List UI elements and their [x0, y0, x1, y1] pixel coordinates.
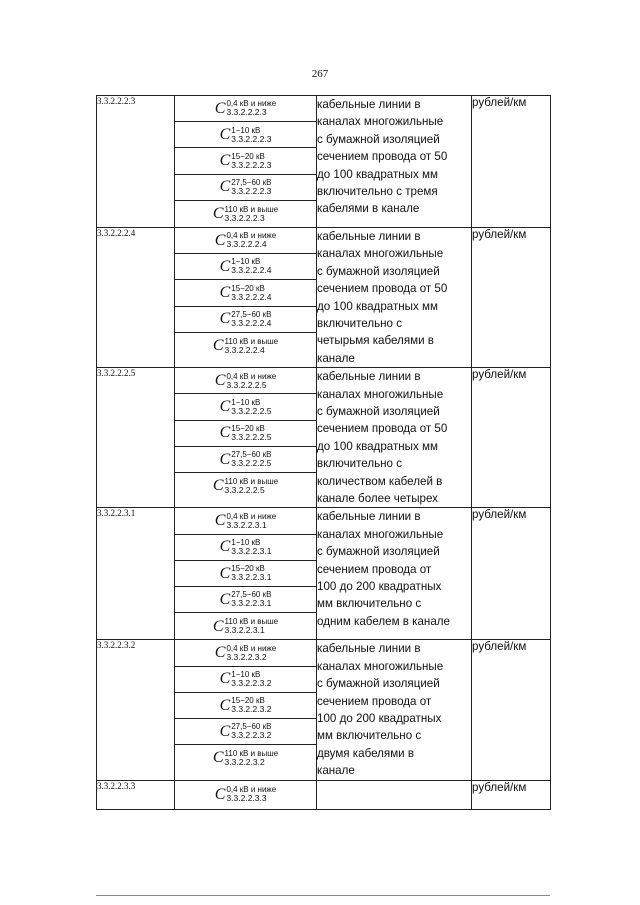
formula-scripts	[226, 513, 276, 530]
formula-superscript: 15−20 кВ	[231, 283, 265, 293]
description-line: до 100 квадратных мм	[317, 299, 438, 313]
formula-scripts	[226, 373, 276, 390]
formula-scripts	[231, 311, 271, 328]
formula-row	[175, 447, 316, 473]
formula-row	[175, 421, 316, 447]
rate-formula	[215, 373, 276, 390]
bottom-rule	[96, 895, 550, 896]
formula-variable: C	[219, 670, 231, 688]
formula-subscript: 3.3.2.2.2.5	[224, 484, 265, 495]
formula-variable: C	[219, 257, 231, 275]
formula-row	[175, 368, 316, 394]
formula-row	[175, 280, 316, 306]
description-line: сечением провода от	[317, 694, 432, 708]
row-code: 3.3.2.2.3.2	[97, 640, 175, 780]
table-row	[97, 640, 551, 780]
formula-scripts	[231, 153, 271, 170]
rate-formula	[220, 591, 272, 608]
rate-formula	[220, 697, 272, 714]
rate-formula	[220, 539, 272, 556]
formula-row	[175, 148, 316, 174]
formula-superscript: 27,5−60 кВ	[231, 722, 272, 732]
formula-scripts	[226, 645, 276, 662]
description-line: до 100 квадратных мм	[317, 167, 438, 181]
formula-row	[175, 508, 316, 534]
formula-subscript: 3.3.2.2.3.2	[231, 730, 272, 741]
formula-scripts	[231, 451, 271, 468]
formula-variable: C	[219, 424, 231, 442]
row-description	[317, 508, 472, 640]
rate-formula	[213, 750, 278, 767]
formula-row	[175, 781, 316, 809]
description-line: кабельные линии в	[317, 510, 421, 524]
description-line: каналах многожильные	[317, 247, 444, 261]
formula-superscript: 1−10 кВ	[231, 669, 261, 679]
description-line: каналах многожильные	[317, 115, 444, 129]
formula-scripts	[226, 232, 276, 249]
formula-subscript: 3.3.2.2.2.5	[231, 458, 272, 469]
formula-subscript: 3.3.2.2.3.1	[231, 598, 272, 609]
rate-formula	[220, 311, 272, 328]
formula-variable: C	[219, 310, 231, 328]
table-row	[97, 368, 551, 508]
formula-superscript: 0,4 кВ и ниже	[226, 643, 277, 653]
formula-subscript: 3.3.2.2.2.3	[231, 133, 272, 144]
formula-variable: C	[214, 99, 226, 117]
formula-subscript: 3.3.2.2.3.2	[231, 677, 272, 688]
rate-formula	[213, 338, 278, 355]
description-line: включительно с тремя	[317, 185, 438, 199]
description-line: канале	[317, 764, 355, 778]
row-unit: рублей/км	[472, 640, 551, 780]
formula-scripts	[231, 565, 271, 582]
formula-subscript: 3.3.2.2.2.5	[231, 405, 272, 416]
formula-subscript: 3.3.2.2.2.3	[231, 185, 272, 196]
formula-cell	[175, 227, 317, 367]
formula-variable: C	[214, 785, 226, 803]
rate-formula	[215, 232, 276, 249]
formula-row	[175, 613, 316, 639]
description-line: сечением провода от 50	[317, 150, 448, 164]
formula-variable: C	[219, 152, 231, 170]
formula-superscript: 15−20 кВ	[231, 696, 265, 706]
formula-superscript: 27,5−60 кВ	[231, 450, 272, 460]
formula-superscript: 110 кВ и выше	[224, 476, 279, 486]
formula-subscript: 3.3.2.2.3.3	[226, 793, 267, 804]
formula-superscript: 110 кВ и выше	[224, 748, 279, 758]
formula-row	[175, 745, 316, 771]
formula-row	[175, 254, 316, 280]
page-number: 267	[311, 68, 329, 80]
formula-superscript: 110 кВ и выше	[224, 617, 279, 627]
formula-subscript: 3.3.2.2.2.5	[231, 431, 272, 442]
formula-superscript: 27,5−60 кВ	[231, 309, 272, 319]
formula-row	[175, 587, 316, 613]
description-line: 100 до 200 квадратных	[317, 580, 442, 594]
row-unit: рублей/км	[472, 96, 551, 228]
formula-scripts	[225, 338, 279, 355]
formula-scripts	[231, 179, 271, 196]
formula-variable: C	[219, 590, 231, 608]
rate-formula	[220, 451, 272, 468]
rate-formula	[220, 285, 272, 302]
formula-scripts	[231, 723, 271, 740]
formula-superscript: 0,4 кВ и ниже	[226, 99, 277, 109]
formula-row	[175, 473, 316, 499]
formula-subscript: 3.3.2.2.3.1	[226, 519, 267, 530]
rate-formula	[213, 618, 278, 635]
description-line: 100 до 200 квадратных	[317, 712, 442, 725]
formula-variable: C	[219, 696, 231, 714]
formula-cell	[175, 96, 317, 228]
description-line: количеством кабелей в	[317, 474, 443, 488]
row-unit: рублей/км	[472, 227, 551, 367]
rate-formula	[220, 179, 272, 196]
formula-superscript: 0,4 кВ и ниже	[226, 231, 277, 241]
description-line: кабельные линии в	[317, 229, 421, 243]
description-line: сечением провода от	[317, 562, 432, 576]
description-line: включительно с	[317, 457, 402, 471]
formula-subscript: 3.3.2.2.2.5	[226, 379, 267, 390]
description-line: канале	[317, 351, 355, 365]
description-line: с бумажной изоляцией	[317, 405, 440, 418]
rate-formula	[220, 723, 272, 740]
row-unit: рублей/км	[472, 508, 551, 640]
formula-variable: C	[219, 450, 231, 468]
row-description	[317, 227, 472, 367]
description-line: мм включительно с	[317, 597, 422, 611]
formula-variable: C	[212, 477, 224, 495]
formula-row	[175, 719, 316, 745]
rate-formula	[220, 399, 272, 416]
formula-superscript: 1−10 кВ	[231, 397, 261, 407]
formula-variable: C	[212, 617, 224, 635]
row-code: 3.3.2.2.2.3	[97, 96, 175, 228]
formula-scripts	[231, 425, 271, 442]
formula-subscript: 3.3.2.2.2.3	[226, 107, 267, 118]
row-code: 3.3.2.2.2.5	[97, 368, 175, 508]
formula-row	[175, 96, 316, 122]
rate-formula	[220, 153, 272, 170]
rate-formula	[220, 127, 272, 144]
formula-row	[175, 175, 316, 201]
formula-subscript: 3.3.2.2.3.2	[224, 756, 265, 767]
description-line: кабельные линии в	[317, 642, 421, 656]
rate-formula	[220, 425, 272, 442]
formula-row	[175, 122, 316, 148]
description-line: кабельные линии в	[317, 98, 421, 111]
rate-formula	[215, 786, 276, 803]
formula-scripts	[225, 478, 279, 495]
formula-variable: C	[214, 512, 226, 530]
formula-scripts	[231, 258, 271, 275]
formula-row	[175, 535, 316, 561]
formula-variable: C	[219, 564, 231, 582]
description-line: кабелями в канале	[317, 202, 420, 216]
formula-superscript: 1−10 кВ	[231, 537, 261, 547]
description-line: сечением провода от 50	[317, 422, 448, 436]
formula-variable: C	[214, 372, 226, 390]
description-line: с бумажной изоляцией	[317, 545, 440, 559]
formula-subscript: 3.3.2.2.2.3	[231, 159, 272, 170]
formula-row	[175, 201, 316, 227]
formula-subscript: 3.3.2.2.3.1	[231, 572, 272, 583]
formula-superscript: 0,4 кВ и ниже	[226, 511, 277, 521]
description-line: каналах многожильные	[317, 659, 444, 673]
formula-row	[175, 394, 316, 420]
formula-variable: C	[219, 722, 231, 740]
description-line: двумя кабелями в	[317, 746, 415, 760]
rate-formula	[213, 478, 278, 495]
rate-formula	[220, 258, 272, 275]
description-line: с бумажной изоляцией	[317, 264, 440, 278]
formula-superscript: 1−10 кВ	[231, 257, 261, 267]
rate-formula	[220, 671, 272, 688]
formula-variable: C	[219, 126, 231, 144]
formula-cell	[175, 780, 317, 809]
description-line: кабельные линии в	[317, 370, 421, 384]
formula-superscript: 27,5−60 кВ	[231, 590, 272, 600]
formula-variable: C	[212, 205, 224, 223]
rates-table-body	[97, 96, 551, 810]
formula-superscript: 15−20 кВ	[231, 423, 265, 433]
formula-scripts	[226, 100, 276, 117]
formula-row	[175, 228, 316, 254]
formula-variable: C	[219, 538, 231, 556]
formula-subscript: 3.3.2.2.3.2	[226, 651, 267, 662]
row-unit: рублей/км	[472, 780, 551, 809]
row-description	[317, 368, 472, 508]
formula-scripts	[231, 285, 271, 302]
formula-scripts	[226, 786, 276, 803]
rate-formula	[215, 645, 276, 662]
formula-superscript: 0,4 кВ и ниже	[226, 785, 277, 795]
formula-subscript: 3.3.2.2.2.4	[226, 239, 267, 250]
rate-formula	[215, 513, 276, 530]
description-line: одним кабелем в канале	[317, 614, 450, 628]
formula-scripts	[231, 127, 271, 144]
formula-subscript: 3.3.2.2.3.1	[231, 545, 272, 556]
formula-cell	[175, 368, 317, 508]
formula-row	[175, 307, 316, 333]
formula-cell	[175, 508, 317, 640]
formula-variable: C	[219, 398, 231, 416]
row-code: 3.3.2.2.2.4	[97, 227, 175, 367]
formula-variable: C	[212, 749, 224, 767]
formula-superscript: 27,5−60 кВ	[231, 177, 272, 187]
formula-variable: C	[212, 337, 224, 355]
formula-scripts	[231, 591, 271, 608]
description-line: четырьмя кабелями в	[317, 334, 434, 348]
formula-scripts	[231, 697, 271, 714]
formula-superscript: 1−10 кВ	[231, 125, 261, 135]
row-code: 3.3.2.2.3.3	[97, 780, 175, 809]
formula-row	[175, 333, 316, 359]
formula-superscript: 15−20 кВ	[231, 151, 265, 161]
formula-subscript: 3.3.2.2.2.4	[224, 344, 265, 355]
formula-subscript: 3.3.2.2.2.4	[231, 291, 272, 302]
description-line: каналах многожильные	[317, 387, 444, 401]
formula-row	[175, 640, 316, 666]
table-row	[97, 227, 551, 367]
formula-subscript: 3.3.2.2.2.4	[231, 265, 272, 276]
row-description	[317, 640, 472, 780]
description-line: канале более четырех	[317, 492, 438, 506]
description-line: каналах многожильные	[317, 527, 444, 541]
formula-scripts	[231, 399, 271, 416]
row-description	[317, 96, 472, 228]
formula-row	[175, 667, 316, 693]
formula-superscript: 110 кВ и выше	[224, 204, 279, 214]
row-description	[317, 780, 472, 809]
row-unit: рублей/км	[472, 368, 551, 508]
formula-variable: C	[214, 644, 226, 662]
rates-table	[96, 95, 551, 810]
description-line: с бумажной изоляцией	[317, 132, 440, 146]
rate-formula	[213, 206, 278, 223]
formula-variable: C	[219, 284, 231, 302]
table-row	[97, 96, 551, 228]
formula-variable: C	[214, 231, 226, 249]
description-line: сечением провода от 50	[317, 282, 448, 296]
description-line: с бумажной изоляцией	[317, 677, 440, 691]
formula-scripts	[225, 618, 279, 635]
table-row	[97, 508, 551, 640]
description-line: включительно с	[317, 316, 402, 330]
formula-scripts	[225, 750, 279, 767]
formula-scripts	[231, 671, 271, 688]
row-code: 3.3.2.2.3.1	[97, 508, 175, 640]
table-row	[97, 780, 551, 809]
formula-superscript: 0,4 кВ и ниже	[226, 371, 277, 381]
description-line: до 100 квадратных мм	[317, 439, 438, 453]
formula-cell	[175, 640, 317, 780]
formula-subscript: 3.3.2.2.2.4	[231, 317, 272, 328]
formula-subscript: 3.3.2.2.3.2	[231, 704, 272, 715]
rate-formula	[220, 565, 272, 582]
rate-formula	[215, 100, 276, 117]
formula-scripts	[225, 206, 279, 223]
formula-subscript: 3.3.2.2.2.3	[224, 212, 265, 223]
formula-row	[175, 561, 316, 587]
formula-row	[175, 693, 316, 719]
formula-scripts	[231, 539, 271, 556]
formula-superscript: 15−20 кВ	[231, 564, 265, 574]
formula-variable: C	[219, 178, 231, 196]
formula-superscript: 110 кВ и выше	[224, 336, 279, 346]
description-line: мм включительно с	[317, 729, 422, 743]
formula-subscript: 3.3.2.2.3.1	[224, 625, 265, 636]
